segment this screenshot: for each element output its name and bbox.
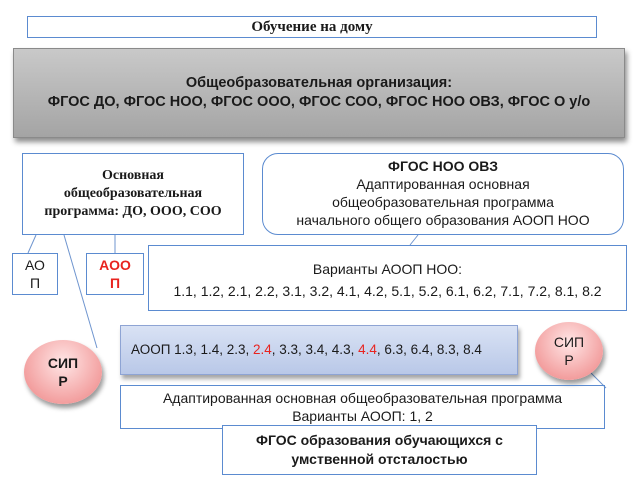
aoop-list-part3: , 6.3, 6.4, 8.3, 8.4 bbox=[376, 342, 482, 357]
organization-standards: ФГОС ДО, ФГОС НОО, ФГОС ООО, ФГОС СОО, ФГОС НОО ОВЗ, ФГОС О у/о bbox=[47, 94, 591, 110]
sipr-right-label: СИП Р bbox=[553, 334, 585, 368]
aoop-variants-list-box bbox=[120, 325, 518, 375]
main-program-box bbox=[22, 153, 244, 235]
fgos-mental-retardation-box bbox=[222, 425, 537, 475]
sipr-right-oval bbox=[535, 322, 603, 380]
fgos-noo-ovz-box bbox=[262, 153, 624, 235]
sipr-left-label: СИП Р bbox=[47, 355, 79, 389]
adapted-program-box bbox=[120, 385, 605, 429]
fgos-noo-ovz-text: Адаптированная основная общеобразовательная программа начального общего образования АООП НОО bbox=[296, 176, 590, 228]
organization-box bbox=[13, 48, 625, 138]
adapted-program-title: Адаптированная основная общеобразовательная программа bbox=[162, 390, 563, 406]
connector-ovz-to-variants bbox=[410, 235, 418, 245]
aoop-list-red-2-4: 2.4 bbox=[252, 342, 272, 357]
fgos-noo-ovz-title: ФГОС НОО ОВЗ bbox=[388, 158, 498, 174]
fgos-mental-retardation-text: ФГОС образования обучающихся с умственной отсталостью bbox=[256, 432, 503, 467]
sipr-left-oval bbox=[24, 340, 102, 404]
aop-box bbox=[12, 253, 58, 295]
aoop-label: АОО П bbox=[99, 257, 131, 291]
organization-heading: Общеобразовательная организация: bbox=[185, 75, 453, 91]
aop-label: АО П bbox=[25, 257, 45, 291]
adapted-program-variants: Варианты АООП: 1, 2 bbox=[292, 408, 433, 424]
main-program-text: Основная общеобразовательная программа: ДО, ООО, СОО bbox=[44, 168, 222, 219]
aoop-list-prefix: АООП bbox=[131, 342, 171, 357]
variants-list: 1.1, 1.2, 2.1, 2.2, 3.1, 3.2, 4.1, 4.2, 5.1, 5.2, 6.1, 6.2, 7.1, 7.2, 8.1, 8.2 bbox=[173, 283, 602, 299]
aoop-list-part1: 1.3, 1.4, 2.3, bbox=[170, 342, 253, 357]
aoop-noo-variants-box bbox=[148, 245, 627, 311]
aoop-box bbox=[86, 253, 144, 295]
aoop-list-red-4-4: 4.4 bbox=[358, 342, 377, 357]
aoop-list-part2: , 3.3, 3.4, 4.3, bbox=[271, 342, 359, 357]
variants-title: Варианты АООП НОО: bbox=[312, 261, 463, 277]
page-title: Обучение на дому bbox=[27, 16, 597, 38]
connector-main-to-aop bbox=[28, 235, 36, 253]
